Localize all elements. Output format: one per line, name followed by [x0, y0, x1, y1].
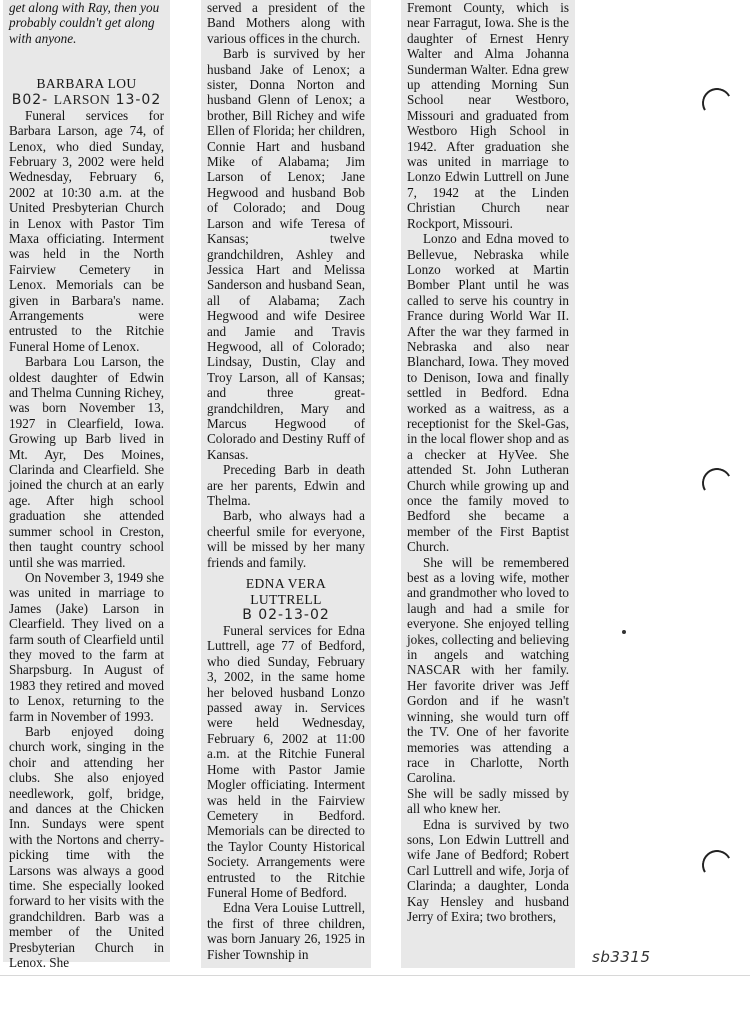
paragraph: Edna is survived by two sons, Lon Edwin Luttrell and wife Jane of Bedford; Robert Carl Luttrell and wife, Jorja of Clarinda; a daughter, Londa Kay Hensley and husband Jerry of Exira; two brothers, [407, 816, 569, 924]
paragraph: Edna Vera Louise Luttrell, the first of three children, was born January 26, 1925 in Fisher Township in [207, 900, 365, 962]
paragraph: Barbara Lou Larson, the oldest daughter of Edwin and Thelma Cunning Richey, was born November 13, 1927 in Clearfield, Iowa. Growing up Barb lived in Mt. Ayr, Des Moines, Clarinda and Clearfield. She joined the church at an early age. After high school graduation she attended summer school in Creston, then taught country school until she was married. [9, 354, 164, 570]
paragraph: Fremont County, which is near Farragut, Iowa. She is the daughter of Ernest Henry Walter and Alma Johanna Sunderman Walter. Edna grew up attending Morning Sun School near Westboro, Missouri and graduated from Westboro High School in 1942. After graduation she was united in marriage to Lonzo Edwin Luttrell on June 7, 1942 at the Linden Christian Church near Rockport, Missouri. [407, 0, 569, 231]
paragraph: Barb is survived by her husband Jake of Lenox; a sister, Donna Norton and husband Glenn of Lenox; a brother, Bill Richey and wife Ellen of Florida; her children, Connie Hart and husband Mike of Alabama; Jim Larson of Lenox; Jane Hegwood and husband Bob of Colorado; and Doug Larson and wife Teresa of Kansas; twelve grandchildren, Ashley and Jessica Hart and Melissa Sanderson and husband Sean, all of Alabama; Zach Hegwood and wife Desiree and Jamie and Travis Hegwood, all of Colorado; Lindsay, Dustin, Clay and Troy Larson, all of Kansas; and three great-grandchildren, Mary and Marcus Hegwood of Colorado and Destiny Ruff of Kansas. [207, 46, 365, 462]
binder-hole-icon [699, 85, 736, 122]
paragraph: Barb enjoyed doing church work, singing in the choir and attending her clubs. She also enjoyed needlework, golf, bridge, and dances at the Chicken Inn. Sundays were spent with the Nortons and cherry-picking time with the Larsons was always a good time. She especially looked forward to her visits with the grandchildren. Barb was a member of the United Presbyterian Church in Lenox. She [9, 723, 164, 971]
surname-heading: LARSON [53, 91, 111, 107]
paragraph: Barb, who always had a cheerful smile for everyone, will be missed by her many friends and family. [207, 508, 365, 570]
paragraph: Funeral services for Barbara Larson, age 74, of Lenox, who died Sunday, February 3, 2002 were held Wednesday, February 6, 2002 at 10:30 a.m. at the United Presbyterian Church in Lenox with Pastor Tim Maxa officiating. Interment was held in the North Fairview Cemetery in Lenox. Memorials can be given in Barbara's name. Arrangements were entrusted to the Ritchie Funeral Home of Lenox. [9, 107, 164, 354]
obituary-heading-edna: EDNA VERA [245, 576, 327, 592]
binder-hole-icon [699, 847, 736, 884]
paragraph: Preceding Barb in death are her parents, Edwin and Thelma. [207, 462, 365, 508]
handwritten-prefix: B02- [11, 91, 49, 108]
obituary-heading-barbara: BARBARA LOU [36, 76, 137, 92]
paragraph: She will be remembered best as a loving wife, mother and grandmother who loved to laugh and had a smile for everyone. She enjoyed telling jokes, collecting and believing in angels and watching NASCAR with her family. Her favorite driver was Jeff Gordon and if he wasn't winning, she would turn off the TV. One of her favorite memories was attending a race in Charlotte, North Carolina. [407, 554, 569, 786]
paragraph: Funeral services for Edna Luttrell, age 77 of Bedford, who died Sunday, February 3, 2002, in the same home her beloved husband Lonzo passed away in. Services were held Wednesday, February 6, 2002 at 11:00 a.m. at the Ritchie Funeral Home with Pastor Jamie Mogler officiating. Interment was held in the Fairview Cemetery in Bedford. Memorials can be directed to the Taylor County Historical Society. Arrangements were entrusted to the Ritchie Funeral Home of Bedford. [207, 623, 365, 900]
obituary-heading-luttrell: LUTTRELL [250, 591, 322, 607]
previous-article-tail: get along with Ray, then you probably couldn't get along with anyone. [9, 0, 160, 46]
obituary-column-2 [201, 0, 371, 968]
ink-speck [622, 630, 626, 634]
handwritten-date-barbara [9, 92, 164, 108]
paragraph: On November 3, 1949 she was united in marriage to James (Jake) Larson in Clearfield. They lived on a farm south of Clearfield until they moved to the farm at Sharpsburg. In August of 1983 they retired and moved to Lenox, returning to the farm in November of 1993. [9, 569, 164, 724]
handwritten-date: 13-02 [115, 91, 162, 108]
paragraph: Lonzo and Edna moved to Bellevue, Nebraska while Lonzo worked at Martin Bomber Plant until he was called to serve his country in France during World War II. After the war they farmed in Nebraska and also near Blanchard, Iowa. They moved to Denison, Iowa and finally settled in Bedford. Edna worked as a waitress, as a receptionist for the Skel-Gas, in the local flower shop and as a checker at HyVee. She attended St. John Lutheran Church while growing up and once the family moved to Bedford she became a member of the First Baptist Church. [407, 231, 569, 555]
obituary-column-3 [401, 0, 575, 968]
binder-hole-icon [699, 465, 736, 502]
paragraph: She will be sadly missed by all who knew her. [407, 785, 569, 817]
paragraph: served a president of the Band Mothers along with various offices in the church. [207, 0, 365, 46]
handwritten-date-edna: B 02-13-02 [242, 607, 330, 624]
obituary-column-1 [3, 0, 170, 971]
margin-reference-note: sb3315 [592, 948, 651, 966]
